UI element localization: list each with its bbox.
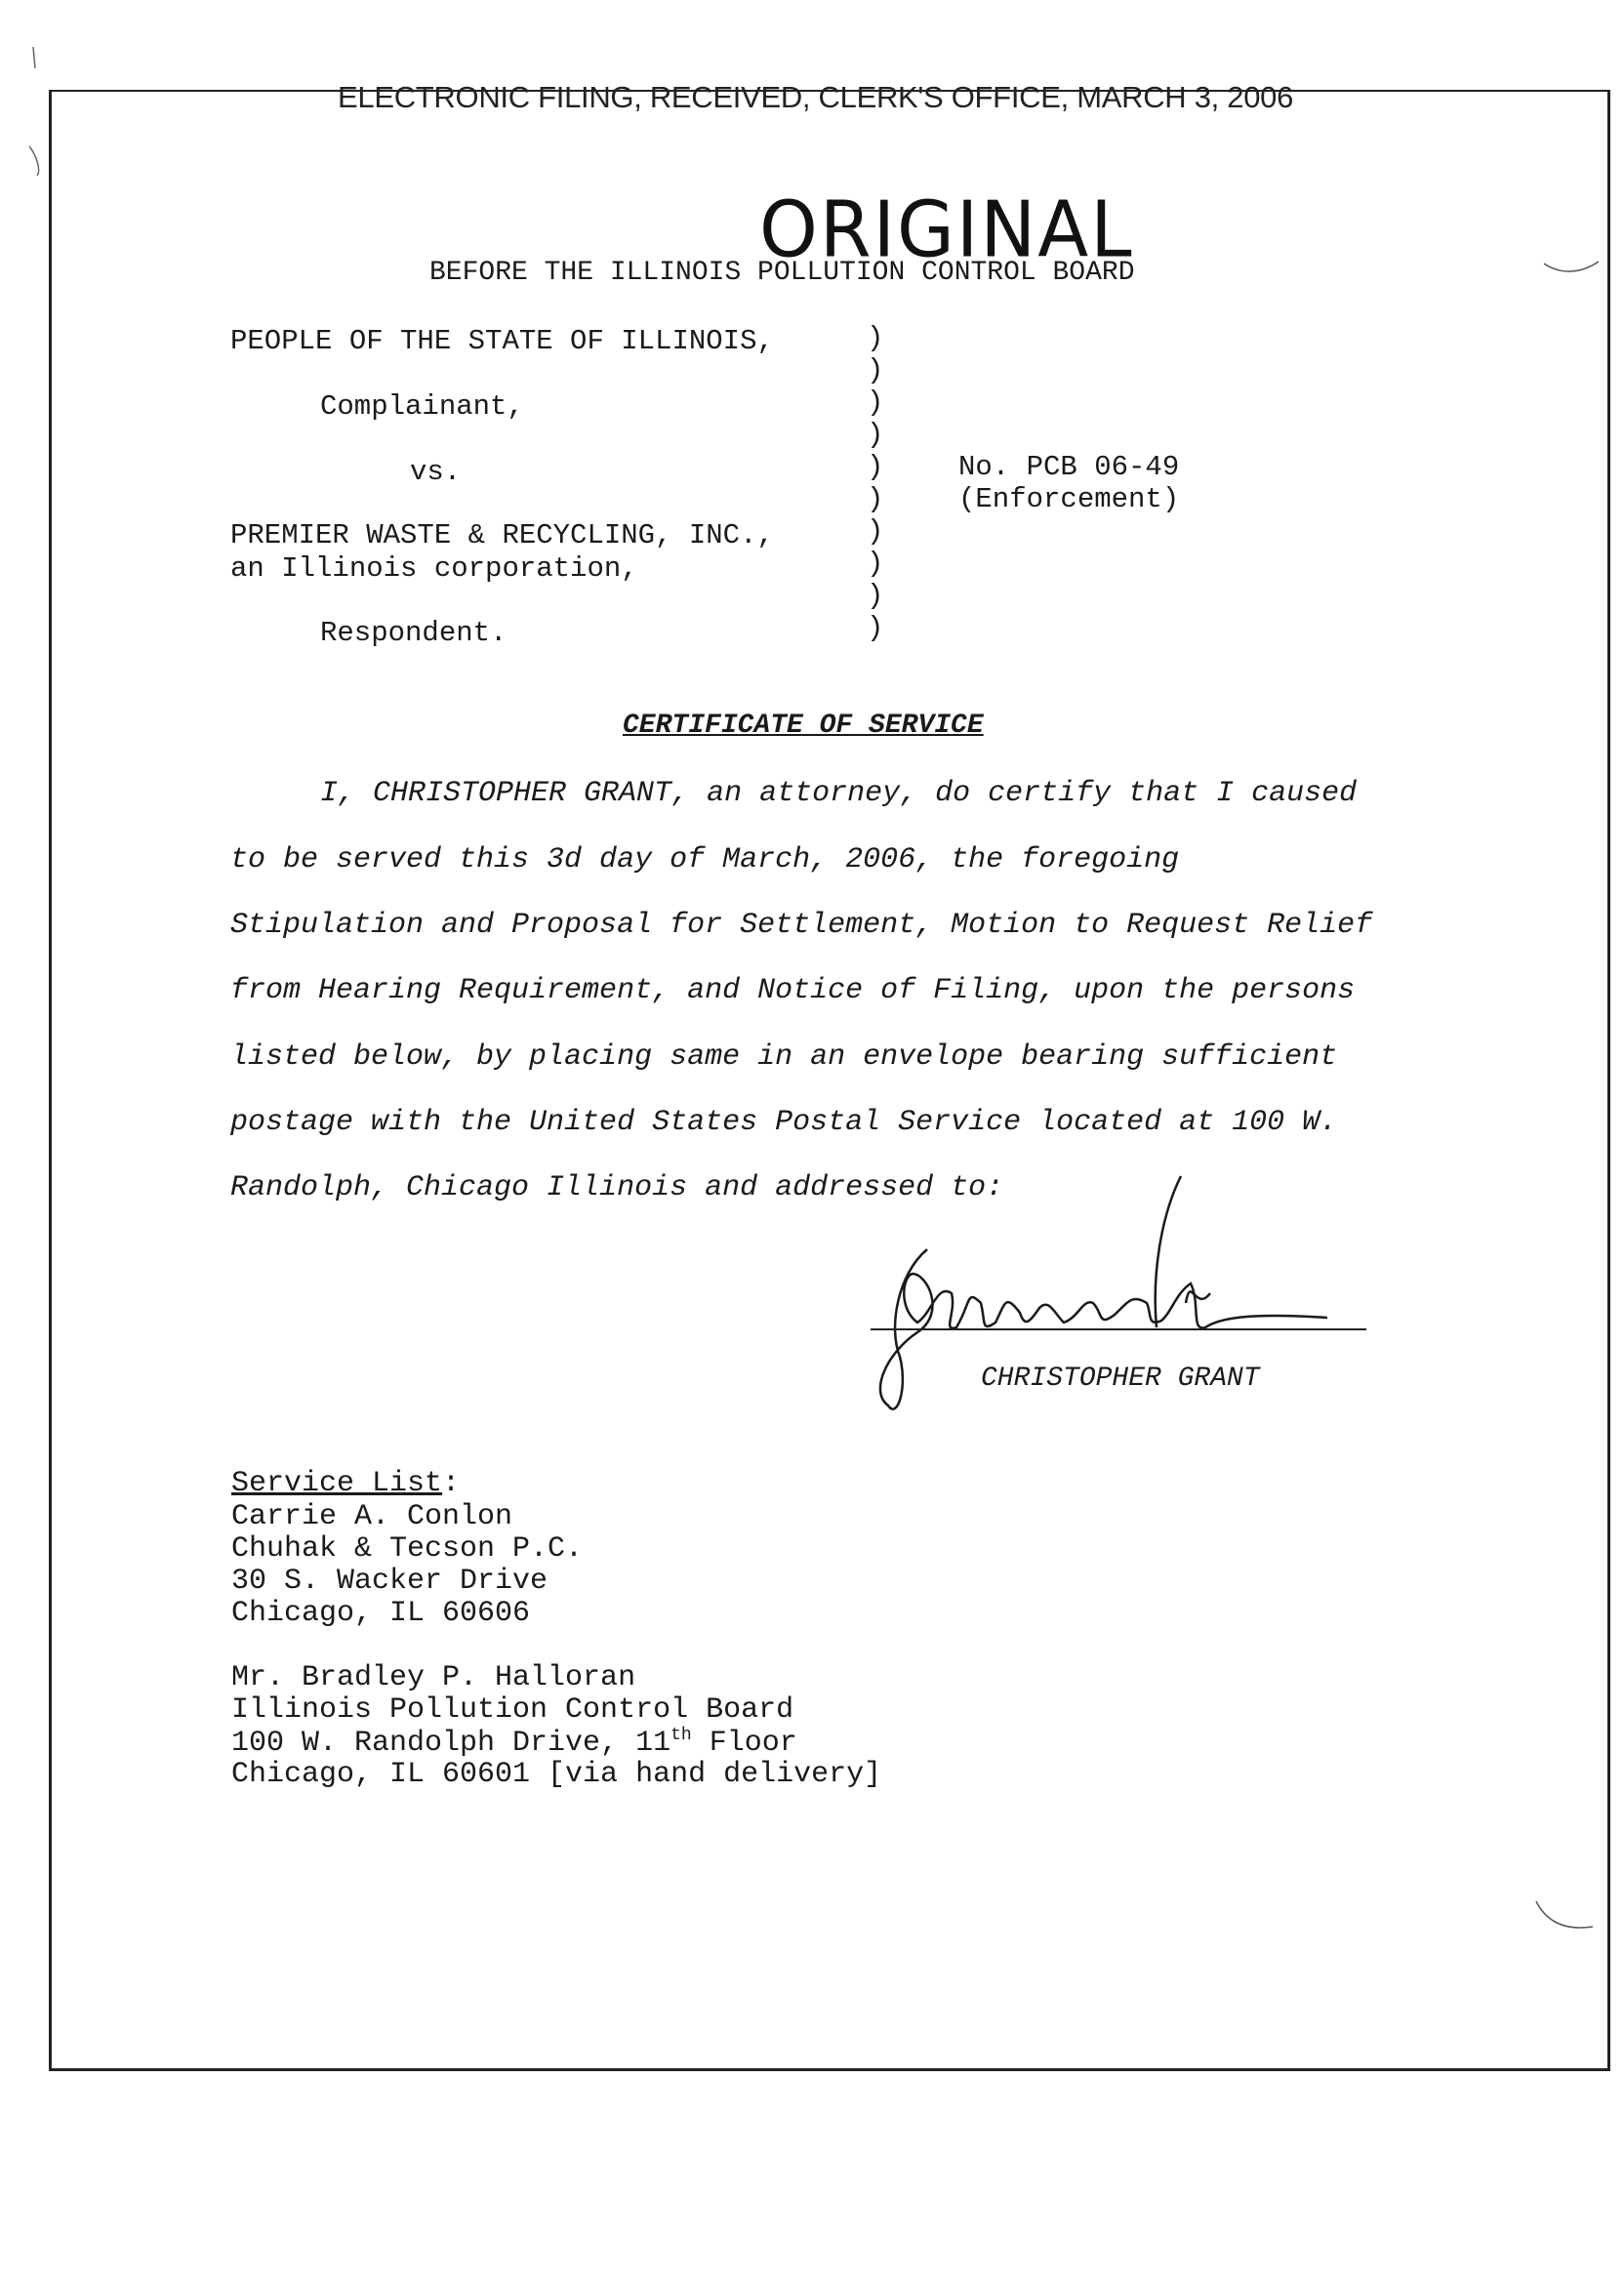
- signature-line: [871, 1328, 1366, 1330]
- recipient-1-city: Chicago, IL 60606: [231, 1597, 531, 1630]
- complainant-name: PEOPLE OF THE STATE OF ILLINOIS,: [230, 325, 774, 357]
- caption-paren: ): [867, 451, 884, 483]
- recipient-2-name: Mr. Bradley P. Halloran: [231, 1661, 636, 1694]
- recipient-2-street: [231, 1726, 797, 1760]
- recipient-1-firm: Chuhak & Tecson P.C.: [231, 1532, 584, 1566]
- filing-stamp: ELECTRONIC FILING, RECEIVED, CLERK'S OFFICE, MARCH 3, 2006: [338, 80, 1294, 114]
- board-heading: BEFORE THE ILLINOIS POLLUTION CONTROL BOARD: [429, 258, 1135, 288]
- scan-mark-icon: [1532, 1894, 1601, 1942]
- caption-paren: ): [867, 354, 884, 387]
- certificate-line-5: listed below, by placing same in an envelope bearing sufficient: [230, 1040, 1338, 1074]
- certificate-line-3: Stipulation and Proposal for Settlement, Motion to Request Relief: [230, 909, 1373, 942]
- respondent-name-1: PREMIER WASTE & RECYCLING, INC.,: [230, 519, 774, 551]
- service-list-label: Service List: [231, 1467, 443, 1500]
- caption-paren: ): [867, 483, 884, 515]
- certificate-title: CERTIFICATE OF SERVICE: [623, 711, 984, 741]
- caption-paren: ): [867, 515, 884, 548]
- caption-paren: ): [867, 322, 884, 354]
- recipient-2-street-main: 100 W. Randolph Drive, 11: [231, 1727, 671, 1760]
- service-list-heading: [231, 1467, 460, 1500]
- caption-paren: ): [867, 419, 884, 451]
- caption-paren: ): [867, 387, 884, 419]
- certificate-line-7: Randolph, Chicago Illinois and addressed to:: [230, 1171, 1004, 1204]
- scan-mark-icon: [1542, 244, 1601, 283]
- respondent-name-2: an Illinois corporation,: [230, 552, 638, 585]
- service-list-colon: :: [442, 1467, 461, 1500]
- recipient-1-street: 30 S. Wacker Drive: [231, 1565, 548, 1598]
- recipient-2-street-end: Floor: [691, 1727, 797, 1760]
- original-stamp: ORIGINAL: [759, 183, 1134, 275]
- case-number: No. PCB 06-49: [958, 451, 1180, 483]
- caption-paren: ): [867, 548, 884, 580]
- respondent-role: Respondent.: [320, 617, 508, 649]
- certificate-line-2: to be served this 3d day of March, 2006, the foregoing: [230, 843, 1180, 876]
- recipient-2-org: Illinois Pollution Control Board: [231, 1693, 794, 1727]
- certificate-line-1: I, CHRISTOPHER GRANT, an attorney, do certify that I caused: [320, 777, 1358, 810]
- caption-paren: ): [867, 612, 884, 644]
- caption-paren: ): [867, 580, 884, 612]
- recipient-2-street-sup: th: [670, 1726, 692, 1745]
- recipient-2-city: Chicago, IL 60601 [via hand delivery]: [231, 1758, 882, 1791]
- certificate-line-6: postage with the United States Postal Service located at 100 W.: [230, 1106, 1338, 1139]
- recipient-1-name: Carrie A. Conlon: [231, 1500, 513, 1533]
- certificate-line-4: from Hearing Requirement, and Notice of Filing, upon the persons: [230, 974, 1356, 1007]
- complainant-role: Complainant,: [320, 390, 524, 423]
- signer-name: CHRISTOPHER GRANT: [981, 1364, 1260, 1394]
- scan-mark-icon: [20, 39, 49, 176]
- case-type: (Enforcement): [958, 483, 1180, 515]
- versus-label: vs.: [410, 456, 462, 488]
